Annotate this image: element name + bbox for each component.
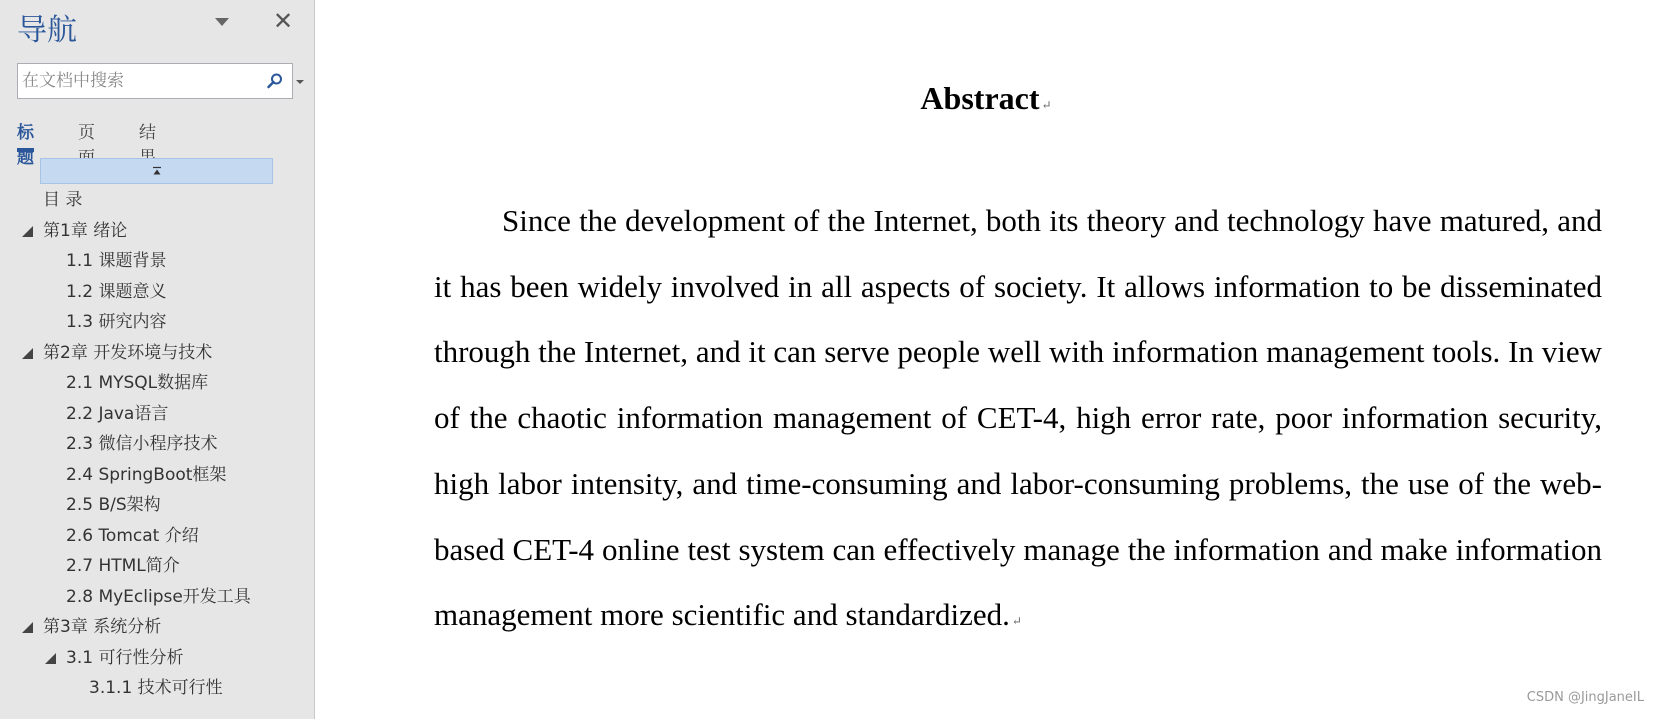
heading-text: Abstract xyxy=(920,80,1040,116)
document-page xyxy=(316,0,1656,719)
collapse-triangle-icon[interactable] xyxy=(45,653,56,664)
watermark: CSDN @JingJaneIL xyxy=(1526,690,1644,705)
tab-pages[interactable]: 页 xyxy=(78,123,95,143)
outline-item[interactable]: 2.1 MYSQL数据库 xyxy=(66,373,209,393)
collapse-triangle-icon[interactable] xyxy=(22,348,33,359)
collapse-all-button[interactable] xyxy=(40,158,273,184)
paragraph-mark: ↵ xyxy=(1011,614,1022,629)
collapse-triangle-icon[interactable] xyxy=(22,622,33,633)
outline-item[interactable]: 2.4 SpringBoot框架 xyxy=(66,464,227,485)
collapse-up-icon xyxy=(152,166,162,176)
pane-options-dropdown-icon[interactable] xyxy=(211,13,233,31)
outline-item[interactable]: 2.7 HTML简介 xyxy=(66,556,180,576)
outline-item[interactable]: 2.6 Tomcat 介绍 xyxy=(66,525,199,546)
collapse-triangle-icon[interactable] xyxy=(22,226,33,237)
outline-item[interactable]: 2.5 B/S架构 xyxy=(66,495,161,515)
paragraph-mark: ↵ xyxy=(1041,98,1052,112)
outline-item[interactable]: 1.1 课题背景 xyxy=(66,251,167,271)
nav-pane-title: 导航 xyxy=(17,13,77,48)
outline-item[interactable]: 第3章 系统分析 xyxy=(43,617,162,637)
outline-item[interactable]: 1.2 课题意义 xyxy=(66,281,167,302)
abstract-text: Since the development of the Internet, both its theory and technology have matured, and it has been widely involved in all aspects of society. It allows information to be disseminated through the Internet, and it can serve people well with information management tools. In view of the chaotic information management of CET-4, high error rate, poor information security, high labor intensity, and time-consuming and labor-consuming problems, the use of the web-based CET-4 online test system can effectively manage the information and make information management more scientific and standardized. xyxy=(434,203,1602,633)
outline-item[interactable]: 1.3 研究内容 xyxy=(66,312,167,332)
outline-item[interactable]: 3.1 可行性分析 xyxy=(66,647,184,668)
outline-item[interactable]: 第2章 开发环境与技术 xyxy=(43,342,213,363)
outline-item[interactable]: 2.2 Java语言 xyxy=(66,403,169,424)
outline-item[interactable]: 3.1.1 技术可行性 xyxy=(89,678,223,698)
search-options-arrow-icon[interactable] xyxy=(296,80,304,84)
search-input[interactable] xyxy=(20,66,254,96)
close-icon[interactable]: ✕ xyxy=(272,7,294,35)
abstract-paragraph[interactable] xyxy=(434,188,1602,655)
search-icon[interactable] xyxy=(266,72,284,90)
tab-results[interactable]: 结 xyxy=(139,123,156,143)
tab-headings[interactable]: 标题 xyxy=(17,118,34,152)
navigation-pane xyxy=(0,0,315,719)
abstract-heading xyxy=(316,80,1656,117)
outline-item[interactable]: 目 录 xyxy=(43,190,83,210)
outline-item[interactable]: 2.3 微信小程序技术 xyxy=(66,434,218,454)
outline-item[interactable]: 第1章 绪论 xyxy=(43,220,128,241)
search-box xyxy=(17,63,293,99)
outline-item[interactable]: 2.8 MyEclipse开发工具 xyxy=(66,586,251,607)
